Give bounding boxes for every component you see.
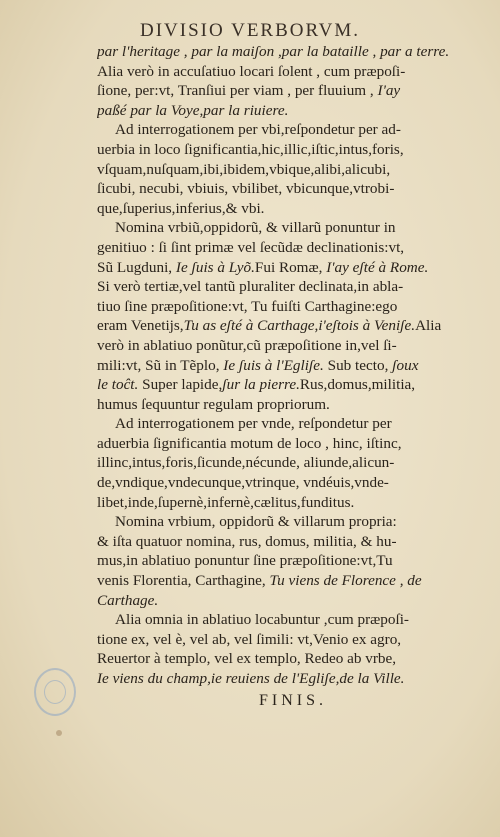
text-line (97, 62, 489, 82)
latin-text: Alia omnia in ablatiuo locabuntur ,cum præpoſi- (115, 611, 409, 629)
text-line (97, 669, 489, 689)
latin-text: Nomina vrbiũ,oppidorũ, & villarũ ponuntur in (115, 219, 396, 237)
french-gloss: Carthage. (97, 591, 159, 609)
latin-text: Alia verò in accuſatiuo locari ſolent , cum præpoſi- (97, 62, 406, 80)
text-line (97, 434, 489, 454)
text-line (97, 356, 489, 376)
text-line (97, 375, 489, 395)
text-line (97, 591, 489, 611)
french-gloss: ʃur la pierre. (222, 376, 300, 394)
text-line (97, 414, 489, 434)
library-stamp (34, 668, 76, 716)
text-line (97, 453, 489, 473)
latin-text: tiuo ſine præpoſitione:vt, Tu fuiſti Carthagine:ego (97, 297, 398, 315)
text-line (97, 630, 489, 650)
body-text (97, 42, 489, 710)
french-gloss: I'ay (377, 82, 401, 100)
latin-text: venis Florentia, Carthagine, (97, 572, 270, 590)
text-line (97, 199, 489, 219)
latin-text: genitiuo : ſi ſint primæ vel ſecũdæ declinationis:vt, (97, 238, 405, 256)
french-gloss: I'ay eʃté à Rome. (326, 258, 429, 276)
finis-line (97, 691, 489, 711)
text-line (97, 649, 489, 669)
latin-text: uerbia in loco ſignificantia,hic,illic,iſtic,intus,foris, (97, 140, 404, 158)
french-gloss: ʃoux (392, 356, 419, 374)
text-line (97, 160, 489, 180)
latin-text: Ad interrogationem per vnde, reſpondetur per (115, 415, 392, 433)
french-gloss: par l'heritage , par la maiʃon ,par la bataille , par a terre. (97, 43, 450, 60)
text-line (97, 512, 489, 532)
french-gloss: le toĉt. (97, 376, 139, 394)
text-line (97, 140, 489, 160)
latin-text: ſicubi, necubi, vbiuis, vbilibet, vbicunque,vtrobi- (97, 180, 395, 198)
ink-spot (56, 730, 62, 736)
latin-text: eram Venetijs, (97, 317, 184, 335)
text-line (97, 218, 489, 238)
text-line (97, 473, 489, 493)
latin-text: mili:vt, Sũ in Tẽplo, (97, 356, 224, 374)
text-line (97, 42, 489, 62)
text-line (97, 81, 489, 101)
text-line (97, 316, 489, 336)
latin-text: & iſta quatuor nomina, rus, domus, militia, & hu- (97, 532, 397, 550)
latin-text: Alia (415, 317, 442, 335)
text-line (97, 551, 489, 571)
latin-text: vſquam,nuſquam,ibi,ibidem,vbique,alibi,alicubi, (97, 160, 391, 178)
text-line (97, 238, 489, 258)
latin-text: verò in ablatiuo ponũtur,cũ præpoſitione in,vel ſi- (97, 336, 397, 354)
text-line (97, 532, 489, 552)
french-gloss: Ie ʃuis à Lyõ. (175, 258, 255, 276)
text-line (97, 336, 489, 356)
text-line (97, 101, 489, 121)
french-gloss: Tu viens de Florence , de (269, 572, 422, 590)
french-gloss: Ie viens du champ,ie reuiens de l'Egliʃe,de la Ville. (97, 670, 405, 687)
latin-text: de,vndique,vndecunque,vtrinque, vndéuis,vnde- (97, 474, 389, 492)
latin-text: Reuertor à templo, vel ex templo, Redeo ab vrbe, (97, 650, 397, 668)
text-line (97, 395, 489, 415)
latin-text: Rus,domus,militia, (299, 376, 416, 394)
text-line (97, 277, 489, 297)
latin-text: Si verò tertiæ,vel tantũ pluraliter declinata,in abla- (97, 278, 404, 296)
text-line (97, 493, 489, 513)
latin-text: Super lapide, (138, 376, 223, 394)
text-line (97, 297, 489, 317)
text-line (97, 571, 489, 591)
latin-text: ſione, per:vt, Tranſiui per viam , per fluuium , (97, 82, 378, 100)
latin-text: Fui Romæ, (254, 258, 327, 276)
latin-text: humus ſequuntur regulam propriorum. (97, 395, 330, 413)
french-gloss: paßé par la Voye,par la riuiere. (97, 101, 289, 119)
running-header: DIVISIO VERBORVM. (139, 20, 361, 41)
latin-text: mus,in ablatiuo ponuntur ſine præpoſitione:vt,Tu (97, 552, 393, 570)
latin-text: Nomina vrbium, oppidorũ & villarum propria: (115, 513, 397, 531)
latin-text: aduerbia ſignificantia motum de loco , hinc, iſtinc, (97, 434, 402, 452)
latin-text: Sub tecto, (323, 356, 393, 374)
text-line (97, 258, 489, 278)
text-line (97, 120, 489, 140)
latin-text: Ad interrogationem per vbi,reſpondetur per ad- (115, 121, 401, 139)
text-line (97, 610, 489, 630)
latin-text: FINIS. (258, 691, 327, 709)
french-gloss: Tu as eʃté à Carthage,i'eʃtois à Veniʃe. (183, 317, 416, 335)
french-gloss: Ie ʃuis à l'Egliʃe. (223, 356, 324, 374)
latin-text: que,ſuperius,inferius,& vbi. (97, 199, 265, 217)
latin-text: tione ex, vel è, vel ab, vel ſimili: vt,Venio ex agro, (97, 630, 402, 648)
text-line (97, 179, 489, 199)
latin-text: libet,inde,ſupernè,infernè,cælitus,funditus. (97, 493, 355, 511)
latin-text: illinc,intus,foris,ſicunde,nécunde, aliunde,alicun- (97, 454, 395, 472)
latin-text: Sũ Lugduni, (97, 258, 176, 276)
